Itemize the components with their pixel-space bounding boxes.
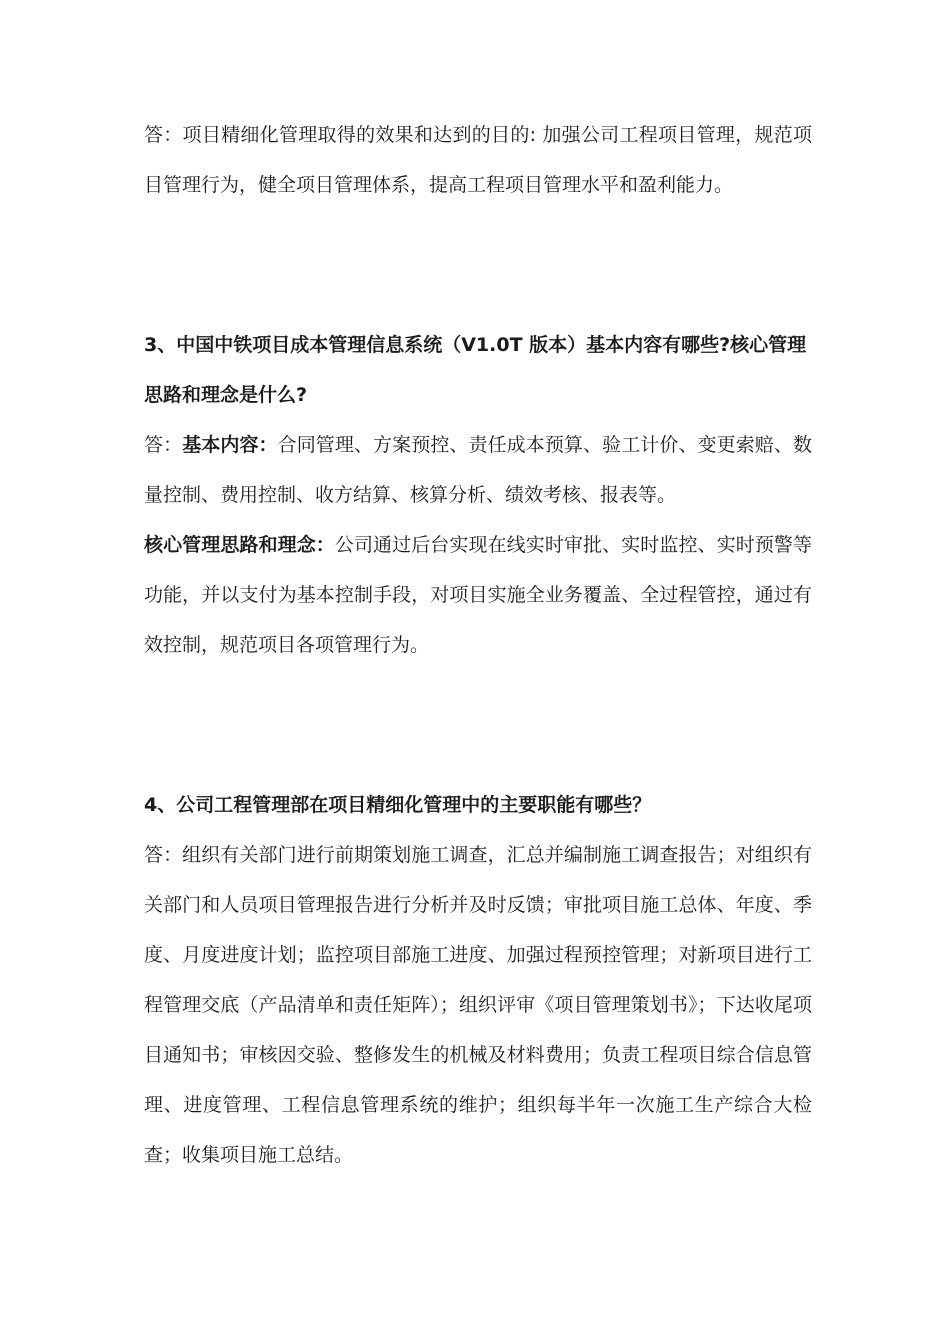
answer-prefix: 答：: [144, 434, 183, 456]
section-spacer: [144, 670, 812, 780]
content-text: 合同管理、方案预控、责任成本预算、验工计价、变更索赔、数量控制、费用控制、收方结算、核算分析、绩效考核、报表等。: [144, 434, 812, 506]
core-label: 核心管理思路和理念：: [144, 534, 335, 556]
section4-answer: 答：组织有关部门进行前期策划施工调查，汇总并编制施工调查报告；对组织有关部门和人员项目管理报告进行分析并及时反馈；审批项目施工总体、年度、季度、月度进度计划；监控项目部施工进度、加强过程预控管理；对新项目进行工程管理交底（产品清单和责任矩阵）；组织评审《项目管理策划书》；下达收尾项目通知书；审核因交验、整修发生的机械及材料费用；负责工程项目综合信息管理、进度管理、工程信息管理系统的维护；组织每半年一次施工生产综合大检查；收集项目施工总结。: [144, 844, 812, 1166]
core-text: 公司通过后台实现在线实时审批、实时监控、实时预警等功能，并以支付为基本控制手段，对项目实施全业务覆盖、全过程管控，通过有效控制，规范项目各项管理行为。: [144, 534, 812, 656]
section3-question: 3、中国中铁项目成本管理信息系统（V1.0T 版本）基本内容有哪些?核心管理思路和理念是什么?: [144, 334, 807, 406]
document-page: [144, 110, 812, 1180]
section2-answer: 答：项目精细化管理取得的效果和达到的目的: 加强公司工程项目管理，规范项目管理行为，健全项目管理体系，提高工程项目管理水平和盈利能力。: [144, 124, 812, 196]
section4-question: 4、公司工程管理部在项目精细化管理中的主要职能有哪些？: [144, 794, 652, 816]
section3-content-paragraph: [144, 420, 812, 520]
section3-core-paragraph: [144, 520, 812, 670]
section-spacer: [144, 210, 812, 320]
content-label: 基本内容：: [182, 434, 278, 456]
